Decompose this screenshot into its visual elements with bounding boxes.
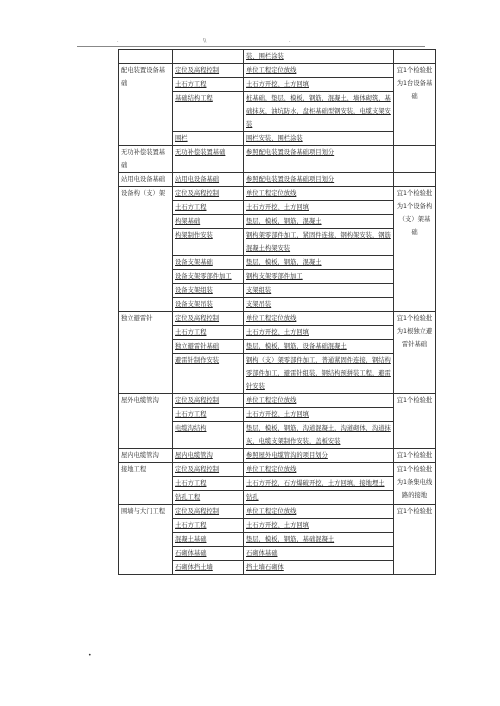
- sub-item-label: 土石方工程: [175, 411, 207, 418]
- sub-item-cell: [173, 229, 244, 256]
- content-cell: [244, 270, 394, 284]
- content-cell: [244, 78, 394, 92]
- project-division-table: [118, 49, 436, 575]
- sub-item-label: 构架基础: [175, 218, 201, 225]
- content-cell: [244, 505, 394, 519]
- table-row: [119, 50, 436, 64]
- table-row: [119, 173, 436, 187]
- section-name-cell: 配电装置设备基础: [119, 64, 173, 146]
- sub-item-cell: [173, 146, 244, 173]
- sub-item-cell: [173, 463, 244, 477]
- content-text: 钢构（支）架零部件加工，普通紧固件连接，钢结构零部件加工，避雷针组装，钢结构预拼装工程，避雷针安装: [246, 357, 391, 390]
- content-cell: [244, 256, 394, 270]
- content-text: 支架吊装: [246, 301, 272, 308]
- sub-item-label: 无功补偿装置基础: [175, 149, 226, 156]
- table-row: [119, 505, 436, 519]
- content-cell: [244, 312, 394, 326]
- sub-item-label: 混凝土基础: [175, 536, 207, 543]
- table-row: [119, 64, 436, 78]
- sub-item-label: 定位及高程控制: [175, 508, 220, 515]
- content-text: 参照配电装置设备基础项目划分: [246, 176, 335, 183]
- sub-item-label: 设备支架基础: [175, 259, 213, 266]
- content-cell: [244, 201, 394, 215]
- sub-item-cell: [173, 422, 244, 449]
- section-name-cell: 设备构（支）架: [119, 187, 173, 312]
- sub-item-label: 避雷针制作安装: [175, 357, 220, 364]
- content-text: 参照配电装置设备基础项目划分: [246, 149, 335, 156]
- content-text: 钻孔: [246, 494, 259, 501]
- sub-item-label: 土石方工程: [175, 204, 207, 211]
- sub-item-label: 电缆沟结构: [175, 425, 207, 432]
- sub-item-cell: [173, 354, 244, 394]
- sub-item-cell: [173, 477, 244, 491]
- table-body: [119, 50, 436, 575]
- content-cell: [244, 547, 394, 561]
- header-mark-right: .: [289, 38, 291, 44]
- sub-item-label: 土石方工程: [175, 81, 207, 88]
- inspection-note-cell: 宜1个检验批: [394, 505, 436, 575]
- content-text: 垫层，模板，钢筋，混凝土: [246, 218, 322, 225]
- sub-item-cell: [173, 533, 244, 547]
- content-text: 石砌体基础: [246, 550, 278, 557]
- table-row: [119, 449, 436, 463]
- content-cell: [244, 146, 394, 173]
- sub-item-cell: [173, 187, 244, 201]
- sub-item-label: 围栏: [175, 135, 188, 142]
- content-cell: [244, 449, 394, 463]
- content-cell: [244, 229, 394, 256]
- content-cell: [244, 561, 394, 575]
- sub-item-label: 定位及高程控制: [175, 315, 220, 322]
- content-cell: [244, 519, 394, 533]
- sub-item-label: 设备支架零部件加工: [175, 273, 232, 280]
- table-row: [119, 394, 436, 408]
- sub-item-cell: [173, 491, 244, 505]
- content-cell: [244, 50, 394, 64]
- sub-item-cell: [173, 298, 244, 312]
- content-text: 单位工程定位放线: [246, 466, 297, 473]
- inspection-note-cell: 宜1个检验批: [394, 449, 436, 463]
- content-text: 单位工程定位放线: [246, 315, 297, 322]
- content-text: 钢构支架零部件加工: [246, 273, 303, 280]
- sub-item-label: 土石方工程: [175, 329, 207, 336]
- sub-item-label: 定位及高程控制: [175, 397, 220, 404]
- content-cell: [244, 132, 394, 146]
- section-name-cell: [119, 50, 173, 64]
- content-cell: [244, 340, 394, 354]
- content-cell: [244, 533, 394, 547]
- content-cell: [244, 92, 394, 132]
- sub-item-cell: [173, 326, 244, 340]
- content-text: 围栏安装、围栏涂装: [246, 135, 303, 142]
- header-mark-center: \\: [203, 38, 207, 44]
- content-cell: [244, 64, 394, 78]
- inspection-note-cell: 宜1个检验批为1条集电线路的接地: [394, 463, 436, 505]
- sub-item-cell: [173, 78, 244, 92]
- content-cell: [244, 408, 394, 422]
- header-mark-left: .: [117, 38, 119, 44]
- sub-item-cell: [173, 92, 244, 132]
- sub-item-cell: [173, 215, 244, 229]
- content-cell: [244, 491, 394, 505]
- table-row: [119, 312, 436, 326]
- sub-item-cell: [173, 173, 244, 187]
- sub-item-cell: [173, 394, 244, 408]
- sub-item-label: 定位及高程控制: [175, 67, 220, 74]
- section-name-cell: 站用电设备基础: [119, 173, 173, 187]
- table-row: [119, 463, 436, 477]
- sub-item-label: 钻孔工程: [175, 494, 201, 501]
- content-text: 垫层，模板，钢筋，基础混凝土: [246, 536, 335, 543]
- sub-item-label: 基础结构工程: [175, 95, 213, 102]
- content-text: 挡土墙石砌体: [246, 564, 284, 571]
- inspection-note-cell: [394, 173, 436, 187]
- sub-item-cell: [173, 408, 244, 422]
- sub-item-label: 站用电设备基础: [175, 176, 220, 183]
- content-cell: [244, 394, 394, 408]
- sub-item-cell: [173, 312, 244, 326]
- content-text: 单位工程定位放线: [246, 67, 297, 74]
- content-text: 土石方开挖、土方回填: [246, 522, 309, 529]
- sub-item-label: 定位及高程控制: [175, 466, 220, 473]
- content-text: 土石方开挖，石方爆破开挖，土方回填，接地埋土: [246, 480, 385, 487]
- sub-item-cell: [173, 340, 244, 354]
- content-cell: [244, 477, 394, 491]
- content-text: 单位工程定位放线: [246, 508, 297, 515]
- sub-item-cell: [173, 201, 244, 215]
- inspection-note-cell: [394, 146, 436, 173]
- content-cell: [244, 463, 394, 477]
- section-name-cell: 无功补偿装置基础: [119, 146, 173, 173]
- sub-item-cell: [173, 50, 244, 64]
- section-name-cell: 接地工程: [119, 463, 173, 505]
- content-cell: [244, 422, 394, 449]
- content-text: 土石方开挖、土方回填: [246, 204, 309, 211]
- inspection-note-cell: 宜1个检验批为1台设备基础: [394, 64, 436, 146]
- inspection-note-cell: 宜1个检验批为1根独立避雷针基础: [394, 312, 436, 394]
- content-text: 参照屋外电缆管沟的项目划分: [246, 452, 328, 459]
- table-row: [119, 187, 436, 201]
- content-text: 单位工程定位放线: [246, 190, 297, 197]
- content-text: 垫层，模板，钢筋，设备基础混凝土: [246, 343, 347, 350]
- content-text: 钢构架零部件加工，紧固件连接，钢构架安装，钢筋混凝土构架安装: [246, 232, 391, 252]
- header-rule: [77, 46, 425, 47]
- sub-item-cell: [173, 64, 244, 78]
- content-cell: [244, 326, 394, 340]
- inspection-note-cell: 宜1个检验批: [394, 394, 436, 449]
- content-cell: [244, 215, 394, 229]
- sub-item-cell: [173, 505, 244, 519]
- footer-bullet: •: [88, 652, 92, 659]
- section-name-cell: 独立避雷针: [119, 312, 173, 394]
- content-cell: [244, 173, 394, 187]
- content-cell: [244, 354, 394, 394]
- section-name-cell: 屋内电缆管沟: [119, 449, 173, 463]
- sub-item-cell: [173, 561, 244, 575]
- content-text: 土石方开挖、土方回填: [246, 411, 309, 418]
- sub-item-label: 设备支架吊装: [175, 301, 213, 308]
- sub-item-label: 定位及高程控制: [175, 190, 220, 197]
- sub-item-label: 屋内电缆管沟: [175, 452, 213, 459]
- section-name-cell: 屋外电缆管沟: [119, 394, 173, 449]
- content-cell: [244, 284, 394, 298]
- sub-item-cell: [173, 449, 244, 463]
- inspection-note-cell: [394, 50, 436, 64]
- content-cell: [244, 298, 394, 312]
- content-text: 垫层，模板，钢筋，混凝土: [246, 259, 322, 266]
- table-row: [119, 146, 436, 173]
- inspection-note-cell: 宜1个检验批为1个设备构（支）架基础: [394, 187, 436, 312]
- content-cell: [244, 187, 394, 201]
- content-text: 装、围栏涂装: [246, 53, 284, 60]
- content-text: 垫层，模板，钢筋，沟道混凝土，沟道砌体，沟道抹灰，电缆支架制作安装，盖板安装: [246, 425, 391, 445]
- sub-item-label: 独立避雷针基础: [175, 343, 220, 350]
- sub-item-label: 设备支架组装: [175, 287, 213, 294]
- content-text: 土石方开挖、土方回填: [246, 81, 309, 88]
- sub-item-label: 石砌体基础: [175, 550, 207, 557]
- sub-item-label: 构架制作安装: [175, 232, 213, 239]
- sub-item-label: 土石方工程: [175, 480, 207, 487]
- content-text: 支架组装: [246, 287, 272, 294]
- sub-item-cell: [173, 547, 244, 561]
- sub-item-cell: [173, 256, 244, 270]
- section-name-cell: 围墙与大门工程: [119, 505, 173, 575]
- sub-item-cell: [173, 132, 244, 146]
- sub-item-label: 土石方工程: [175, 522, 207, 529]
- content-text: 土石方开挖、土方回填: [246, 329, 309, 336]
- sub-item-cell: [173, 270, 244, 284]
- content-text: 桩基础，垫层，模板，钢筋，混凝土，墙体砌筑，基础抹灰，油坑防水，盘柜基础型钢安装，电缆支架安装: [246, 95, 391, 128]
- sub-item-cell: [173, 519, 244, 533]
- content-text: 单位工程定位放线: [246, 397, 297, 404]
- sub-item-cell: [173, 284, 244, 298]
- sub-item-label: 石砌体挡土墙: [175, 564, 213, 571]
